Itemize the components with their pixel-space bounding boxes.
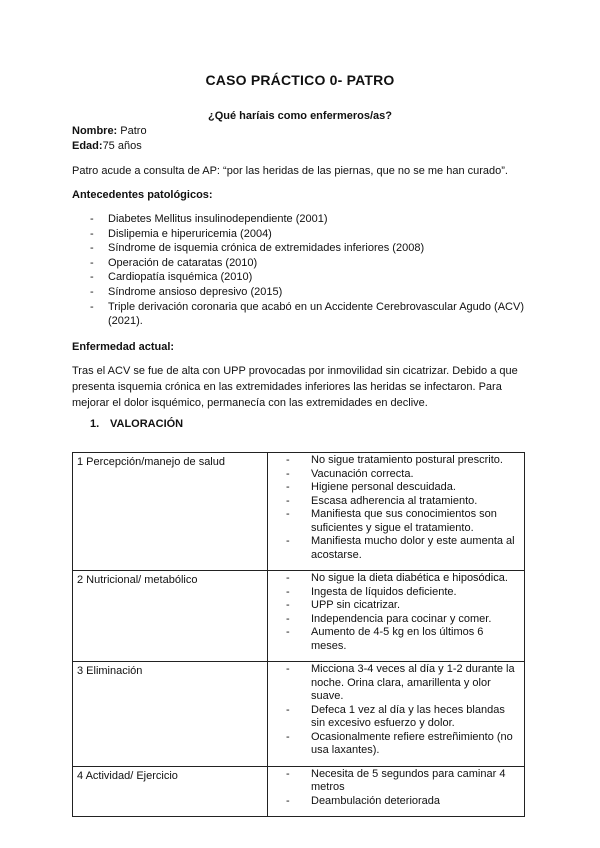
document-subtitle: ¿Qué haríais como enfermeros/as? <box>207 110 392 122</box>
list-item: - Independencia para cocinar y comer. <box>286 613 518 627</box>
table-row <box>73 766 525 817</box>
valoracion-title: VALORACIÓN <box>110 418 184 430</box>
list-item: - Ocasionalmente refiere estreñimiento (no usa laxantes). <box>286 731 518 758</box>
list-item: - Operación de cataratas (2010) <box>90 256 530 271</box>
table-row <box>73 662 525 767</box>
pattern-name: 1 Percepción/manejo de salud <box>73 453 268 571</box>
table-row <box>73 571 525 662</box>
edad-label: Edad: <box>72 140 103 152</box>
pattern-items <box>268 454 518 562</box>
list-item: - Necesita de 5 segundos para caminar 4 metros <box>286 768 518 795</box>
table-row <box>73 453 525 571</box>
pattern-items-cell <box>268 453 525 571</box>
list-item: - Deambulación deteriorada <box>286 795 518 809</box>
list-item: - Escasa adherencia al tratamiento. <box>286 495 518 509</box>
pattern-items <box>268 663 518 758</box>
list-item: - Vacunación correcta. <box>286 468 518 482</box>
enfermedad-heading: Enfermedad actual: <box>72 341 175 353</box>
pattern-items <box>268 768 518 809</box>
list-item: - No sigue la dieta diabética e hiposódica. <box>286 572 518 586</box>
list-item: - Síndrome de isquemia crónica de extremidades inferiores (2008) <box>90 241 530 256</box>
list-item: - Higiene personal descuidada. <box>286 481 518 495</box>
list-item: - Dislipemia e hiperuricemia (2004) <box>90 227 530 242</box>
list-item: - Cardiopatía isquémica (2010) <box>90 270 530 285</box>
antecedentes-list <box>90 212 530 329</box>
nombre-value: Patro <box>117 125 147 137</box>
list-item: - Defeca 1 vez al día y las heces blandas sin excesivo esfuerzo y dolor. <box>286 704 518 731</box>
pattern-items-cell <box>268 571 525 662</box>
intro-paragraph: Patro acude a consulta de AP: “por las heridas de las piernas, que no se me han curado”. <box>72 165 508 177</box>
list-item: - Síndrome ansioso depresivo (2015) <box>90 285 530 300</box>
list-item: - UPP sin cicatrizar. <box>286 599 518 613</box>
pattern-items-cell <box>268 662 525 767</box>
antecedentes-heading: Antecedentes patológicos: <box>72 189 213 201</box>
pattern-name: 4 Actividad/ Ejercicio <box>73 766 268 817</box>
list-item: - Ingesta de líquidos deficiente. <box>286 586 518 600</box>
valoracion-heading <box>90 418 183 430</box>
list-item: - Diabetes Mellitus insulinodependiente (2001) <box>90 212 530 227</box>
edad-value: 75 años <box>102 140 142 152</box>
nombre-line <box>72 124 147 139</box>
valoracion-number: 1. <box>90 418 100 430</box>
list-item: - No sigue tratamiento postural prescrito. <box>286 454 518 468</box>
list-item: - Micciona 3-4 veces al día y 1-2 durante la noche. Orina clara, amarillenta y olor suave. <box>286 663 518 704</box>
list-item: - Triple derivación coronaria que acabó en un Accidente Cerebrovascular Agudo (ACV) (2021). <box>90 300 530 329</box>
valoracion-table <box>72 452 525 817</box>
nombre-label: Nombre: <box>72 125 118 137</box>
pattern-name: 3 Eliminación <box>73 662 268 767</box>
document-title: CASO PRÁCTICO 0- PATRO <box>205 72 395 88</box>
list-item: - Aumento de 4-5 kg en los últimos 6 meses. <box>286 626 518 653</box>
pattern-items <box>268 572 518 653</box>
list-item: - Manifiesta que sus conocimientos son suficientes y sigue el tratamiento. <box>286 508 518 535</box>
pattern-items-cell <box>268 766 525 817</box>
list-item: - Manifiesta mucho dolor y este aumenta al acostarse. <box>286 535 518 562</box>
edad-line <box>72 139 142 154</box>
pattern-name: 2 Nutricional/ metabólico <box>73 571 268 662</box>
enfermedad-paragraph: Tras el ACV se fue de alta con UPP provocadas por inmovilidad sin cicatrizar. Debido a que presenta isquemia crónica en las extremidades inferiores las heridas se infectaron. Para mejorar el dolor isquémico, permanecía con las extremidades en declive. <box>72 365 518 409</box>
